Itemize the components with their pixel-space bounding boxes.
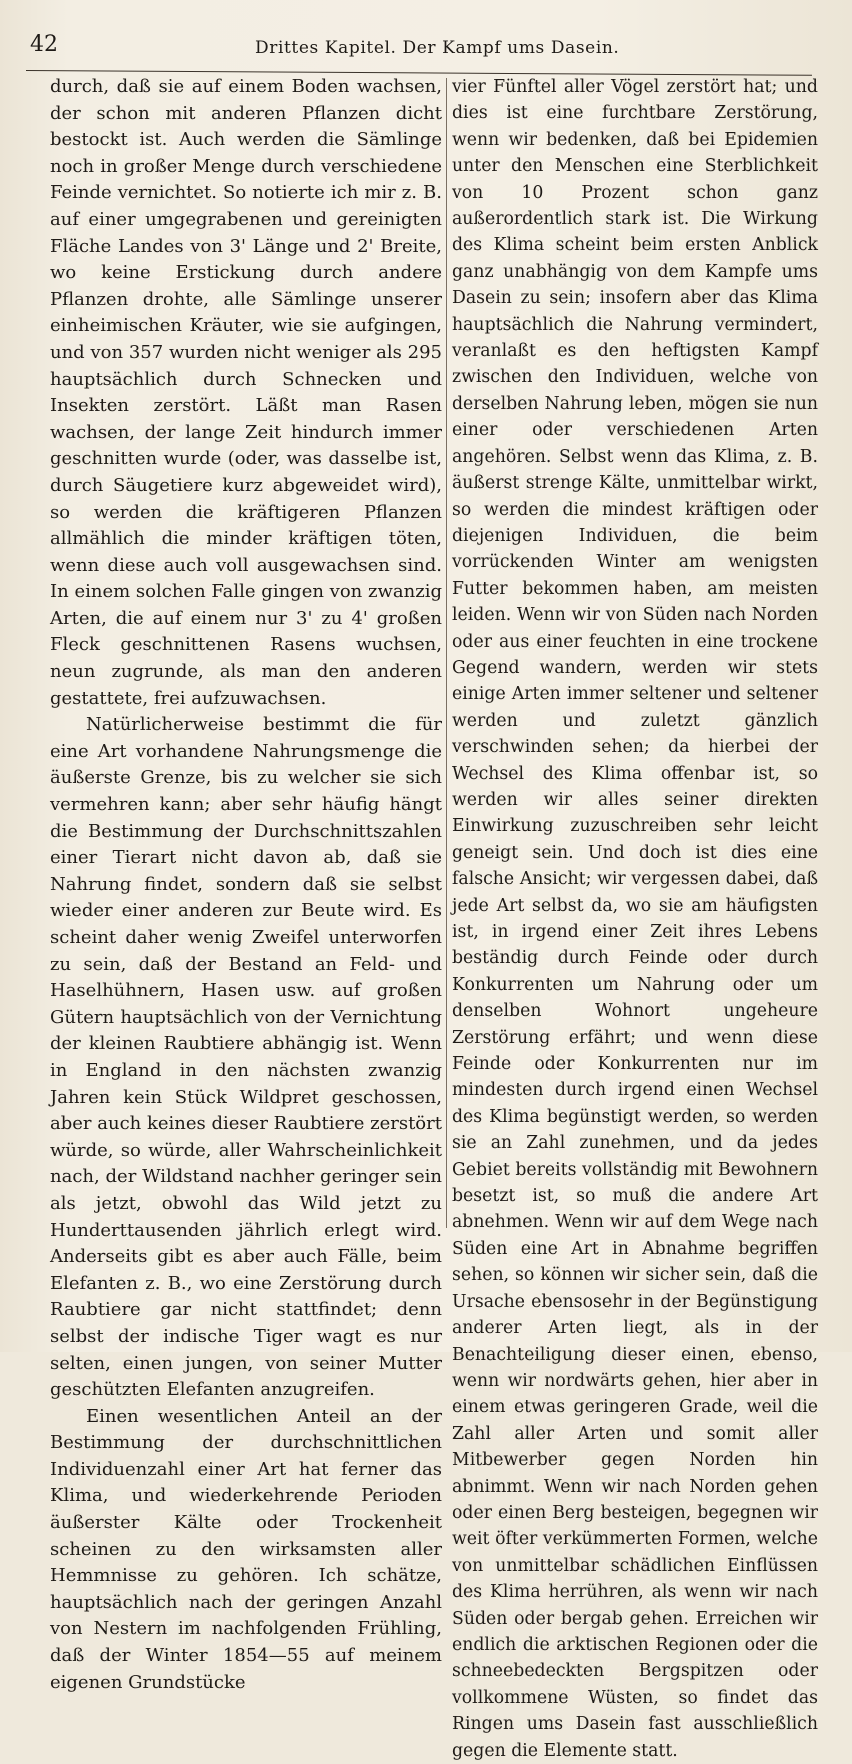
page-number: 42 bbox=[30, 32, 58, 57]
left-column bbox=[50, 74, 442, 1696]
right-column bbox=[452, 74, 818, 1764]
page-header bbox=[30, 30, 820, 64]
paragraph: vier Fünftel aller Vögel zerstört hat; und dies ist eine furchtbare Zerstörung, wenn wir bedenken, daß bei Epidemien unter den Menschen eine Sterblichkeit von 10 Prozent schon ganz außerordentlich stark ist. Die Wirkung des Klima scheint beim ersten Anblick ganz unabhängig von dem Kampfe ums Dasein zu sein; insofern aber das Klima hauptsächlich die Nahrung vermindert, veranlaßt es den heftigsten Kampf zwischen den Individuen, welche von derselben Nahrung leben, mögen sie nun einer oder verschiedenen Arten angehören. Selbst wenn das Klima, z. B. äußerst strenge Kälte, unmittelbar wirkt, so werden die mindest kräftigen oder diejenigen Individuen, die beim vorrückenden Winter am wenigsten Futter bekommen haben, am meisten leiden. Wenn wir von Süden nach Norden oder aus einer feuchten in eine trockene Gegend wandern, werden wir stets einige Arten immer seltener und seltener werden und zuletzt gänzlich verschwinden sehen; da hierbei der Wechsel des Klima offenbar ist, so werden wir alles seiner direkten Einwirkung zuzuschreiben sehr leicht geneigt sein. Und doch ist dies eine falsche Ansicht; wir vergessen dabei, daß jede Art selbst da, wo sie am häufigsten ist, in irgend einer Zeit ihres Lebens beständig durch Feinde oder durch Konkurrenten um Nahrung oder um denselben Wohnort ungeheure Zerstörung erfährt; und wenn diese Feinde oder Konkurrenten nur im mindesten durch irgend einen Wechsel des Klima begünstigt werden, so werden sie an Zahl zunehmen, und da jedes Gebiet bereits vollständig mit Bewohnern besetzt ist, so muß die andere Art abnehmen. Wenn wir auf dem Wege nach Süden eine Art in Abnahme begriffen sehen, so können wir sicher sein, daß die Ursache ebensosehr in der Begünstigung anderer Arten liegt, als in der Benachteiligung dieser einen, ebenso, wenn wir nordwärts gehen, hier aber in einem etwas geringeren Grade, weil die Zahl aller Arten und somit aller Mitbewerber gegen Norden hin abnimmt. Wenn wir nach Norden gehen oder einen Berg besteigen, begegnen wir weit öfter verkümmerten Formen, welche von unmittelbar schädlichen Einflüssen des Klima herrühren, als wenn wir nach Süden oder bergab gehen. Erreichen wir endlich die arktischen Regionen oder die schneebedeckten Bergspitzen oder vollkommene Wüsten, so findet das Ringen ums Dasein fast ausschließlich gegen die Elemente statt. bbox=[452, 77, 818, 1761]
paragraph: Natürlicherweise bestimmt die für eine Art vorhandene Nahrungsmenge die äußerste Grenze, bis zu welcher sie sich vermehren kann; aber sehr häufig hängt die Bestimmung der Durchschnittszahlen einer Tierart nicht davon ab, daß sie Nahrung findet, sondern daß sie selbst wieder einer anderen zur Beute wird. Es scheint daher wenig Zweifel unterworfen zu sein, daß der Bestand an Feld- und Haselhühnern, Hasen usw. auf großen Gütern hauptsächlich von der Vernichtung der kleinen Raubtiere abhängig ist. Wenn in England in den nächsten zwanzig Jahren kein Stück Wildpret geschossen, aber auch keines dieser Raubtiere zerstört würde, so würde, aller Wahrscheinlichkeit nach, der Wildstand nachher geringer sein als jetzt, obwohl das Wild jetzt zu Hunderttausenden jährlich erlegt wird. Anderseits gibt es aber auch Fälle, beim Elefanten z. B., wo eine Zerstörung durch Raubtiere gar nicht stattfindet; denn selbst der indische Tiger wagt es nur selten, einen jungen, von seiner Mutter geschützten Elefanten anzugreifen. bbox=[50, 714, 442, 1401]
column-divider bbox=[446, 78, 447, 1228]
paragraph: Einen wesentlichen Anteil an der Bestimmung der durchschnittlichen Individuenzahl einer Art hat ferner das Klima, und wiederkehrende Perioden äußerster Kälte oder Trockenheit scheinen zu den wirksamsten aller Hemmnisse zu gehören. Ich schätze, hauptsächlich nach der geringen Anzahl von Nestern im nachfolgenden Frühling, daß der Winter 1854—55 auf meinem eigenen Grundstücke bbox=[50, 1405, 442, 1693]
running-head: Drittes Kapitel. Der Kampf ums Dasein. bbox=[255, 38, 620, 58]
paragraph: durch, daß sie auf einem Boden wachsen, der schon mit anderen Pflanzen dicht bestockt ist. Auch werden die Sämlinge noch in großer Menge durch verschiedene Feinde vernichtet. So notierte ich mir z. B. auf einer umgegrabenen und gereinigten Fläche Landes von 3' Länge und 2' Breite, wo keine Erstickung durch andere Pflanzen drohte, alle Sämlinge unserer einheimischen Kräuter, wie sie aufgingen, und von 357 wurden nicht weniger als 295 hauptsächlich durch Schnecken und Insekten zerstört. Läßt man Rasen wachsen, der lange Zeit hindurch immer geschnitten wurde (oder, was dasselbe ist, durch Säugetiere kurz abgeweidet wird), so werden die kräftigeren Pflanzen allmählich die minder kräftigen töten, wenn diese auch voll ausgewachsen sind. In einem solchen Falle gingen von zwanzig Arten, die auf einem nur 3' zu 4' großen Fleck geschnittenen Rasens wuchsen, neun zugrunde, als man den anderen gestattete, frei aufzuwachsen. bbox=[50, 76, 442, 709]
